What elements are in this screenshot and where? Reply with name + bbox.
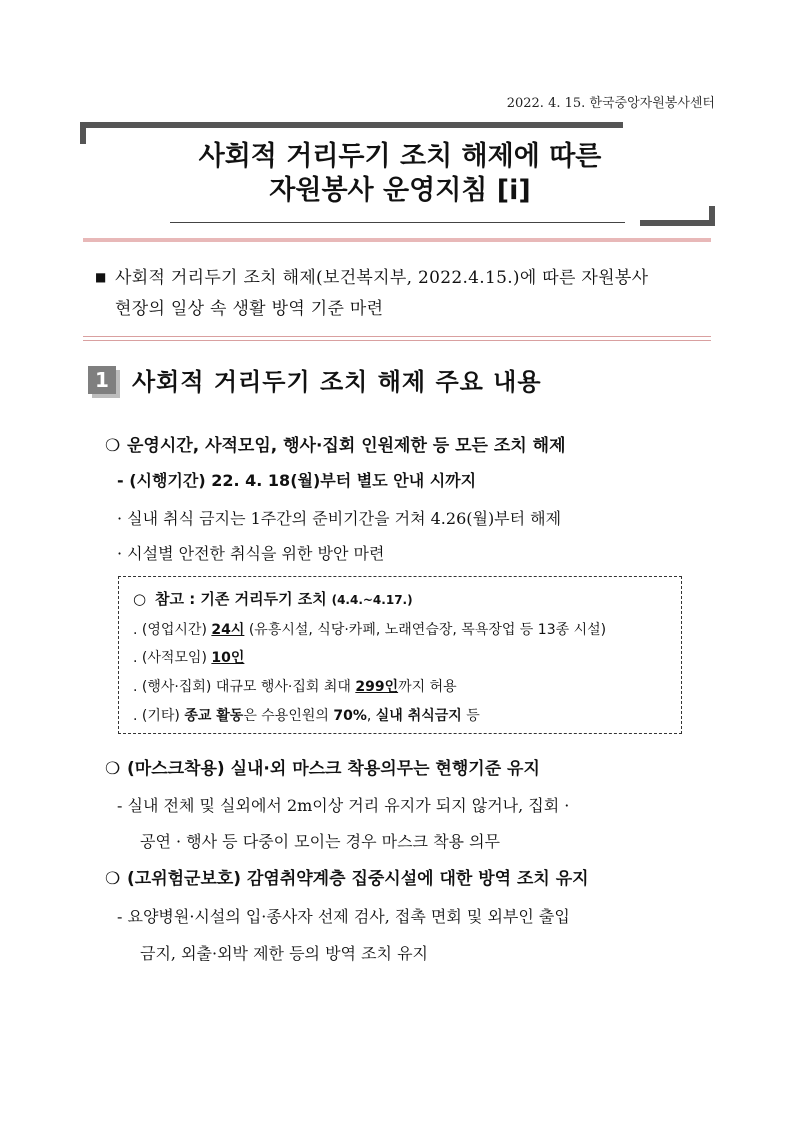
circle-bullet-icon: ○ xyxy=(133,590,147,608)
reference-row-2: . (사적모임) 10인 xyxy=(133,650,245,666)
summary-bottom-rule-2 xyxy=(83,340,711,341)
title-line-2: 자원봉사 운영지침 [ⅰ] xyxy=(269,175,531,206)
reference-row-3: . (행사·집회) 대규모 행사·집회 최대 299인까지 허용 xyxy=(133,679,457,695)
summary-block xyxy=(95,262,710,325)
square-bullet-icon: ■ xyxy=(95,270,107,284)
summary-line-2: 현장의 일상 속 생활 방역 기준 마련 xyxy=(115,299,384,319)
item3-line-1: - 요양병원·시설의 입·종사자 선제 검사, 접촉 면회 및 외부인 출입 xyxy=(117,907,570,926)
item1-detail-1: · 실내 취식 금지는 1주간의 준비기간을 거쳐 4.26(월)부터 해제 xyxy=(117,509,562,528)
title-frame-left-bar xyxy=(80,122,86,144)
circle-bullet-icon: ❍ xyxy=(105,869,121,889)
circle-bullet-icon: ❍ xyxy=(105,759,121,779)
item3-line-2: 금지, 외출·외박 제한 등의 방역 조치 유지 xyxy=(140,944,428,963)
reference-row-1: . (영업시간) 24시 (유흥시설, 식당·카페, 노래연습장, 목욕장업 등 13종 시설) xyxy=(133,622,607,638)
item1-heading: ❍ 운영시간, 사적모임, 행사·집회 인원제한 등 모든 조치 해제 xyxy=(105,436,566,456)
document-date-organization: 2022. 4. 15. 한국중앙자원봉사센터 xyxy=(506,96,715,111)
section-title: 사회적 거리두기 조치 해제 주요 내용 xyxy=(132,368,542,396)
item1-sub: - (시행기간) 22. 4. 18(월)부터 별도 안내 시까지 xyxy=(117,471,477,490)
item3-heading: ❍ (고위험군보호) 감염취약계층 집중시설에 대한 방역 조치 유지 xyxy=(105,869,589,889)
item2-line-1: - 실내 전체 및 실외에서 2m이상 거리 유지가 되지 않거나, 집회 · xyxy=(117,796,570,815)
reference-heading: ○ 참고 : 기존 거리두기 조치 (4.4.~4.17.) xyxy=(133,590,413,608)
summary-top-rule xyxy=(83,238,711,242)
item2-line-2: 공연 · 행사 등 다중이 모이는 경우 마스크 착용 의무 xyxy=(140,832,500,851)
circle-bullet-icon: ❍ xyxy=(105,436,121,456)
reference-row-4: . (기타) 종교 활동은 수용인원의 70%, 실내 취식금지 등 xyxy=(133,708,480,724)
summary-line-1: 사회적 거리두기 조치 해제(보건복지부, 2022.4.15.)에 따른 자원봉사 xyxy=(115,268,649,288)
title-underline xyxy=(170,222,625,223)
title-line-1: 사회적 거리두기 조치 해제에 따른 xyxy=(198,141,602,172)
document-title xyxy=(100,140,700,208)
item1-detail-2: · 시설별 안전한 취식을 위한 방안 마련 xyxy=(117,544,385,563)
title-frame-bottom-bar xyxy=(640,220,715,226)
title-frame-right-bar xyxy=(709,206,715,226)
summary-bottom-rule xyxy=(83,336,711,337)
title-frame-top-bar xyxy=(80,122,623,128)
section-number-badge: 1 xyxy=(88,366,116,394)
item2-heading: ❍ (마스크착용) 실내·외 마스크 착용의무는 현행기준 유지 xyxy=(105,759,540,779)
